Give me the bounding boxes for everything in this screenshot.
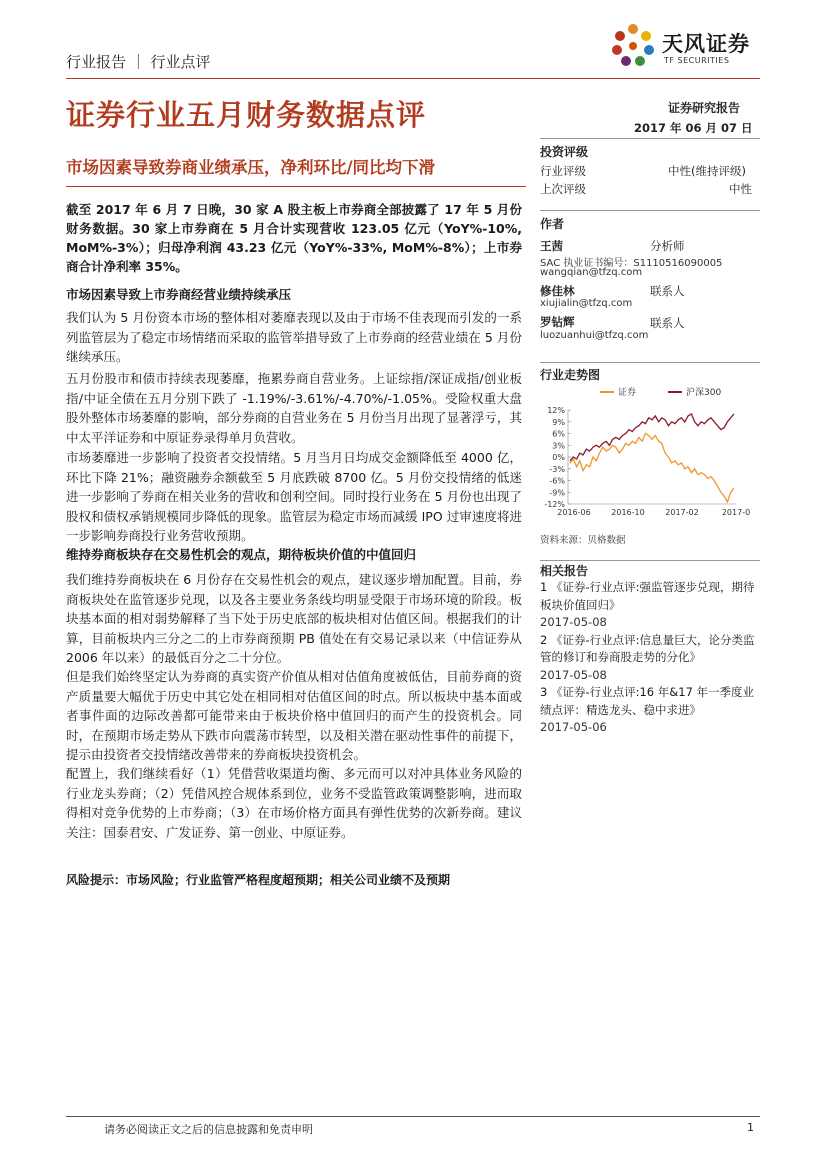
page-number: 1 xyxy=(747,1121,754,1134)
right-rule-top xyxy=(540,138,760,139)
section-1-para-2: 五月份股市和债市持续表现萎靡，拖累券商自营业务。上证综指/深证成指/创业板指/中证全债在五月分别下跌了 -1.19%/-3.61%/-4.70%/-1.05%。受险权重大盘股外整体市场萎靡的影响，部分券商的自营业务在 5 月份当月出现了显著浮亏，其中太平洋证券和中原证券录得单月负营收。 xyxy=(66,371,522,445)
author-name-1: 王茜 xyxy=(540,239,563,253)
y-tick-label: 9% xyxy=(552,417,565,427)
x-tick-label: 2017-0 xyxy=(721,508,751,517)
doc-type: 行业报告 ｜ 行业点评 xyxy=(66,53,211,71)
brand-sub: TF SECURITIES xyxy=(664,56,730,65)
y-tick-label: -9% xyxy=(549,488,565,498)
rating-value-2: 中性 xyxy=(729,182,752,196)
related-heading: 相关报告 xyxy=(540,564,589,578)
related-date: 2017-05-08 xyxy=(540,615,607,629)
y-tick-label: 6% xyxy=(552,429,565,439)
author-email-1[interactable]: wangqian@tfzq.com xyxy=(540,267,643,278)
y-tick-label: 0% xyxy=(552,453,565,462)
author-role-3: 联系人 xyxy=(650,316,685,330)
legend-label-1: 沪深300 xyxy=(686,388,722,398)
related-date: 2017-05-08 xyxy=(540,667,607,682)
y-tick-label: 12% xyxy=(547,406,565,415)
risk-note: 风险提示：市场风险；行业监管严格程度超预期；相关公司业绩不及预期 xyxy=(66,873,451,887)
y-tick-label: 3% xyxy=(552,441,565,451)
summary-paragraph: 截至 2017 年 6 月 7 日晚，30 家 A 股主板上市券商全部披露了 17 年 5 月份财务数据。30 家上市券商在 5 月合计实现营收 123.05 亿元（YoY%-10%, MoM%-3%）；归母净利润 43.23 亿元（YoY%-33%, MoM%-8%）；上市券商合计净利率 35%。 xyxy=(66,202,522,274)
section-2-para-1: 我们维持券商板块在 6 月份存在交易性机会的观点，建议逐步增加配置。目前，券商板块处在监管逐步兑现，以及各主要业务条线均明显受限于市场环境的阶段。板块基本面的相对弱势解释了当下处于历史底部的板块相对估值区间。根据我们的计算，目前板块内三分之二的上市券商预期 PB 值处在有交易记录以来（中信证券从 2006 年以来）的最低百分之二十分位。 xyxy=(66,572,522,665)
brand-logo xyxy=(610,22,760,72)
x-tick-label: 2016-06 xyxy=(557,508,591,517)
section-heading-2: 维持券商板块存在交易性机会的观点，期待板块价值的中值回归 xyxy=(66,547,417,562)
section-1-para-3: 市场萎靡进一步影响了投资者交投情绪。5 月当月日均成交金额降低至 4000 亿，环比下降 21%；融资融券余额截至 5 月底跌破 8700 亿。5 月份交投情绪的低迷进一步影响了券商在相关业务的营收和创利空间。同时投行业务在 5 月份也出现了股权和债权承销规模同步降低的现象。监管层为稳定市场而减缓 IPO 过审速度将进一步影响券商投行业务营收预期。 xyxy=(66,450,522,543)
author-role-2: 联系人 xyxy=(650,284,685,298)
logo-mark-icon xyxy=(610,22,656,68)
series-line-hs300 xyxy=(570,414,734,461)
section-heading-1: 市场因素导致上市券商经营业绩持续承压 xyxy=(66,287,292,302)
subtitle-rule xyxy=(66,186,526,187)
rating-heading: 投资评级 xyxy=(540,145,589,159)
y-tick-label: -12% xyxy=(544,500,565,509)
chart-source: 资料来源：贝格数据 xyxy=(540,535,626,546)
industry-trend-chart xyxy=(540,384,762,524)
section-1-para-1: 我们认为 5 月份资本市场的整体相对萎靡表现以及由于市场不佳表现而引发的一系列监管层为了稳定市场情绪而采取的监管举措导致了上市券商的经营业绩在 5 月份继续承压。 xyxy=(66,310,522,364)
report-label: 证券研究报告 xyxy=(668,101,741,115)
related-title: 3 《证券-行业点评:16 年&17 年一季度业绩点评：精选龙头、稳中求进》 xyxy=(540,685,755,717)
legend-label-0: 证券 xyxy=(618,388,637,398)
x-tick-label: 2017-02 xyxy=(665,508,699,517)
chart-rule xyxy=(540,362,760,363)
page-title: 证券行业五月财务数据点评 xyxy=(66,98,427,132)
related-item[interactable] xyxy=(540,632,760,667)
section-2-para-2: 但是我们始终坚定认为券商的真实资产价值从相对估值角度被低估，目前券商的资产质量要大幅优于历史中其它处在相同相对估值区间的时点。所以板块中基本面或者事件面的边际改善都可能带来由于板块价格中值回归的而产生的投资机会。同时，在预期市场走势从下跌市向震荡市转型，以及相关潜在驱动性事件的前提下，提示由投资者交投情绪改善带来的券商板块投资机会。 xyxy=(66,669,522,762)
section-2-para-3: 配置上，我们继续看好（1）凭借营收渠道均衡、多元而可以对冲具体业务风险的行业龙头券商；（2）凭借风控合规体系到位，业务不受监管政策调整影响，进而取得相对竞争优势的上市券商；（3）在市场价格方面具有弹性优势的次新券商。建议关注：国泰君安、广发证券、第一创业、中原证券。 xyxy=(66,766,522,840)
series-line-securities xyxy=(570,434,734,503)
related-title: 2 《证券-行业点评:信息量巨大，论分类监管的修订和券商股走势的分化》 xyxy=(540,632,755,664)
x-tick-label: 2016-10 xyxy=(611,508,645,517)
author-role-1: 分析师 xyxy=(650,239,685,253)
related-date: 2017-05-06 xyxy=(540,720,607,734)
authors-rule xyxy=(540,210,760,211)
related-list xyxy=(540,579,760,737)
related-title: 1 《证券-行业点评:强监管逐步兑现，期待板块价值回归》 xyxy=(540,580,755,612)
chart-heading: 行业走势图 xyxy=(540,368,601,382)
author-name-2: 修佳林 xyxy=(540,284,575,298)
rating-label-2: 上次评级 xyxy=(540,182,586,196)
header-rule xyxy=(66,78,760,79)
footer-disclaimer: 请务必阅读正文之后的信息披露和免责申明 xyxy=(104,1123,313,1136)
y-tick-label: -6% xyxy=(549,476,565,486)
author-email-3[interactable]: luozuanhui@tfzq.com xyxy=(540,330,649,341)
brand-name: 天风证券 xyxy=(662,32,750,56)
author-email-2[interactable]: xiujialin@tfzq.com xyxy=(540,298,633,309)
related-item[interactable] xyxy=(540,579,760,614)
footer-rule xyxy=(66,1116,760,1117)
related-item[interactable] xyxy=(540,684,760,719)
author-name-3: 罗钻辉 xyxy=(540,315,575,329)
related-rule xyxy=(540,560,760,561)
rating-label-1: 行业评级 xyxy=(540,164,586,178)
report-date: 2017 年 06 月 07 日 xyxy=(634,121,753,135)
y-tick-label: -3% xyxy=(549,464,565,474)
page-subtitle: 市场因素导致券商业绩承压，净利环比/同比均下滑 xyxy=(66,158,436,177)
authors-heading: 作者 xyxy=(540,217,565,231)
author-cert-1: SAC 执业证书编号：S1110516090005 xyxy=(540,258,723,269)
rating-value-1: 中性(维持评级) xyxy=(668,164,746,178)
